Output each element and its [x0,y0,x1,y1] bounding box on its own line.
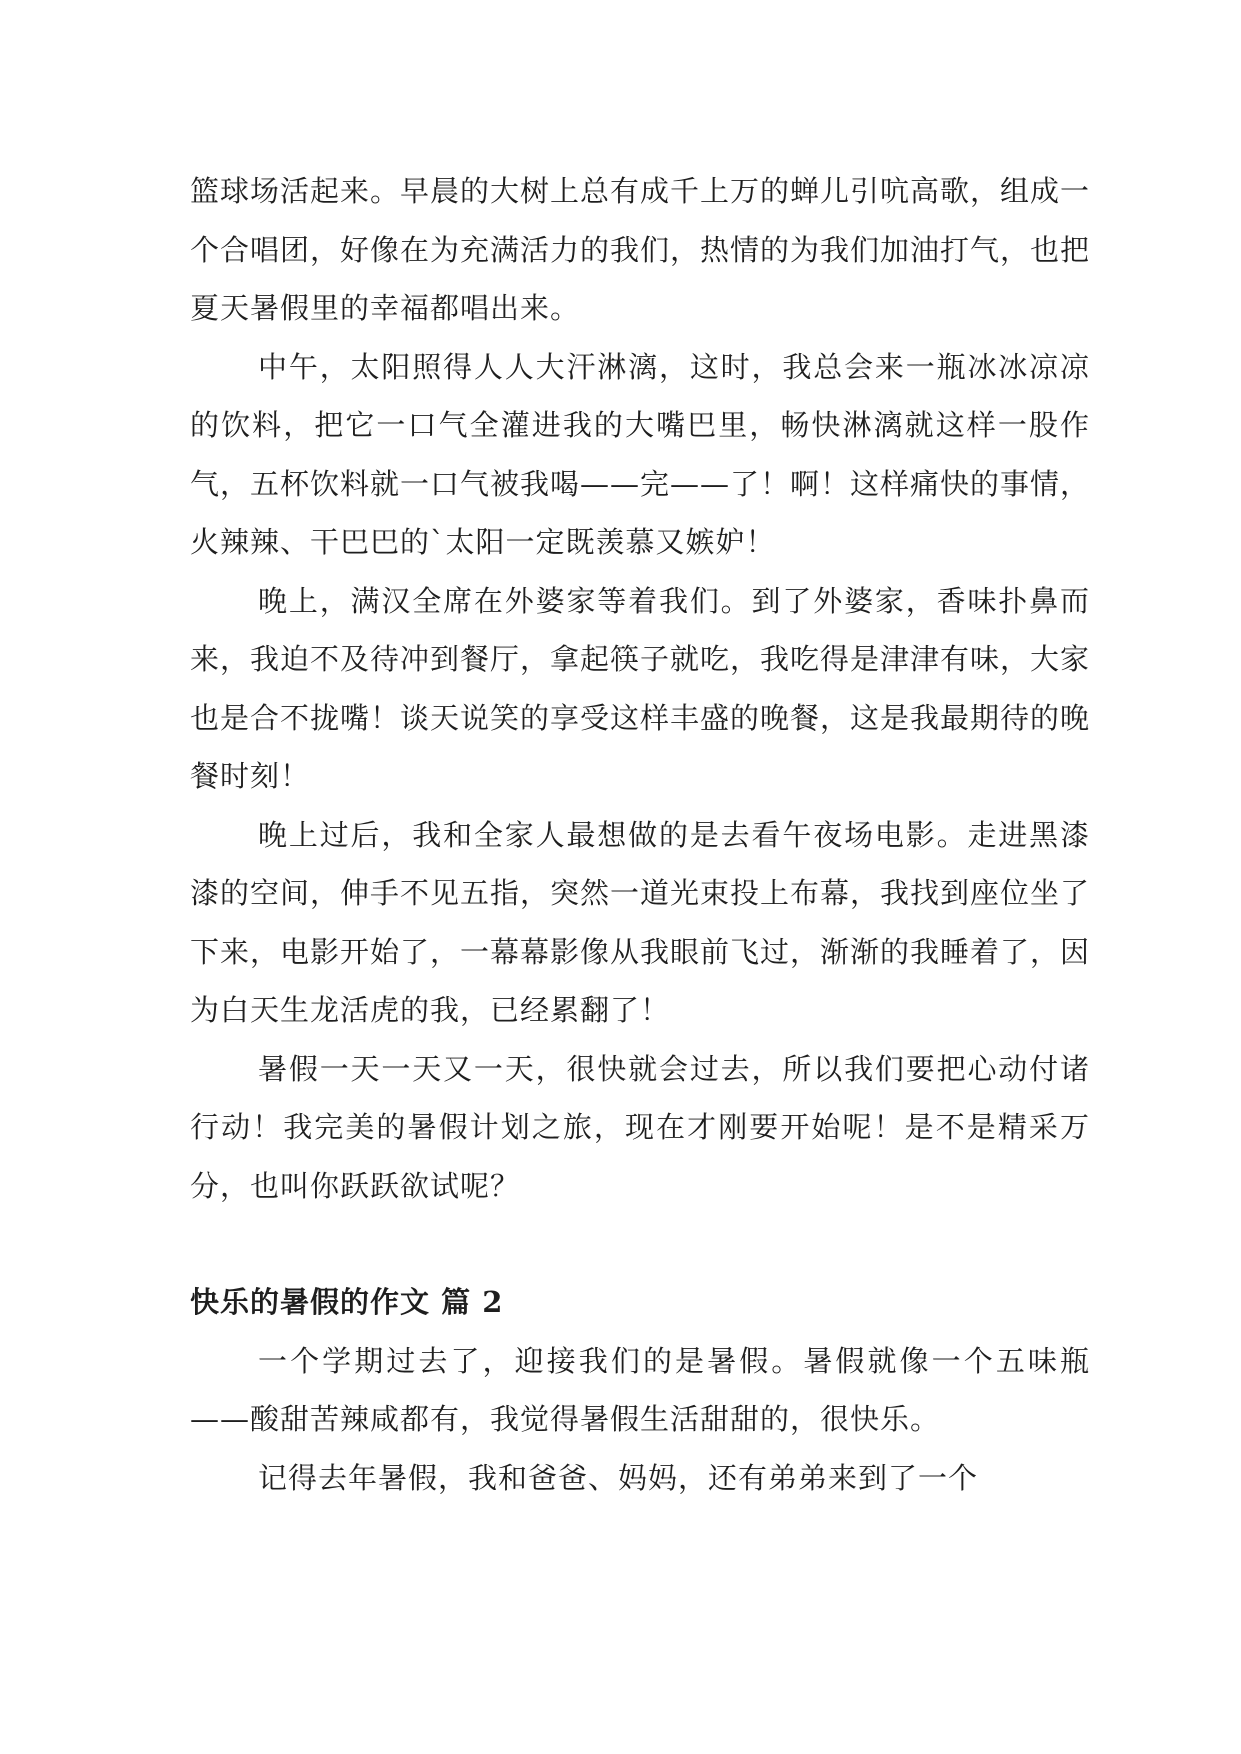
paragraph-1: 篮球场活起来。早晨的大树上总有成千上万的蝉儿引吭高歌，组成一个合唱团，好像在为充满活力的我们，热情的为我们加油打气，也把夏天暑假里的幸福都唱出来。 [190,174,1091,325]
paragraph-2: 中午，太阳照得人人大汗淋漓，这时，我总会来一瓶冰冰凉凉的饮料，把它一口气全灌进我的大嘴巴里，畅快淋漓就这样一股作气，五杯饮料就一口气被我喝——完——了！啊！这样痛快的事情，火辣辣、干巴巴的`太阳一定既羡慕又嫉妒！ [190,349,1091,559]
paragraph-6: 一个学期过去了，迎接我们的是暑假。暑假就像一个五味瓶——酸甜苦辣咸都有，我觉得暑假生活甜甜的，很快乐。 [190,1343,1090,1436]
document-body [190,162,1090,1507]
section-heading: 快乐的暑假的作文 篇 2 [190,1285,504,1319]
paragraph-7: 记得去年暑假，我和爸爸、妈妈，还有弟弟来到了一个 [258,1460,979,1495]
paragraph-5: 暑假一天一天又一天，很快就会过去，所以我们要把心动付诸行动！我完美的暑假计划之旅，现在才刚要开始呢！是不是精采万分，也叫你跃跃欲试呢？ [190,1051,1090,1203]
paragraph-3: 晚上，满汉全席在外婆家等着我们。到了外婆家，香味扑鼻而来，我迫不及待冲到餐厅，拿起筷子就吃，我吃得是津津有味，大家也是合不拢嘴！谈天说笑的享受这样丰盛的晚餐，这是我最期待的晚餐时刻！ [190,583,1091,793]
paragraph-4: 晚上过后，我和全家人最想做的是去看午夜场电影。走进黑漆漆的空间，伸手不见五指，突然一道光束投上布幕，我找到座位坐了下来，电影开始了，一幕幕影像从我眼前飞过，渐渐的我睡着了，因为白天生龙活虎的我，已经累翻了！ [190,817,1091,1027]
